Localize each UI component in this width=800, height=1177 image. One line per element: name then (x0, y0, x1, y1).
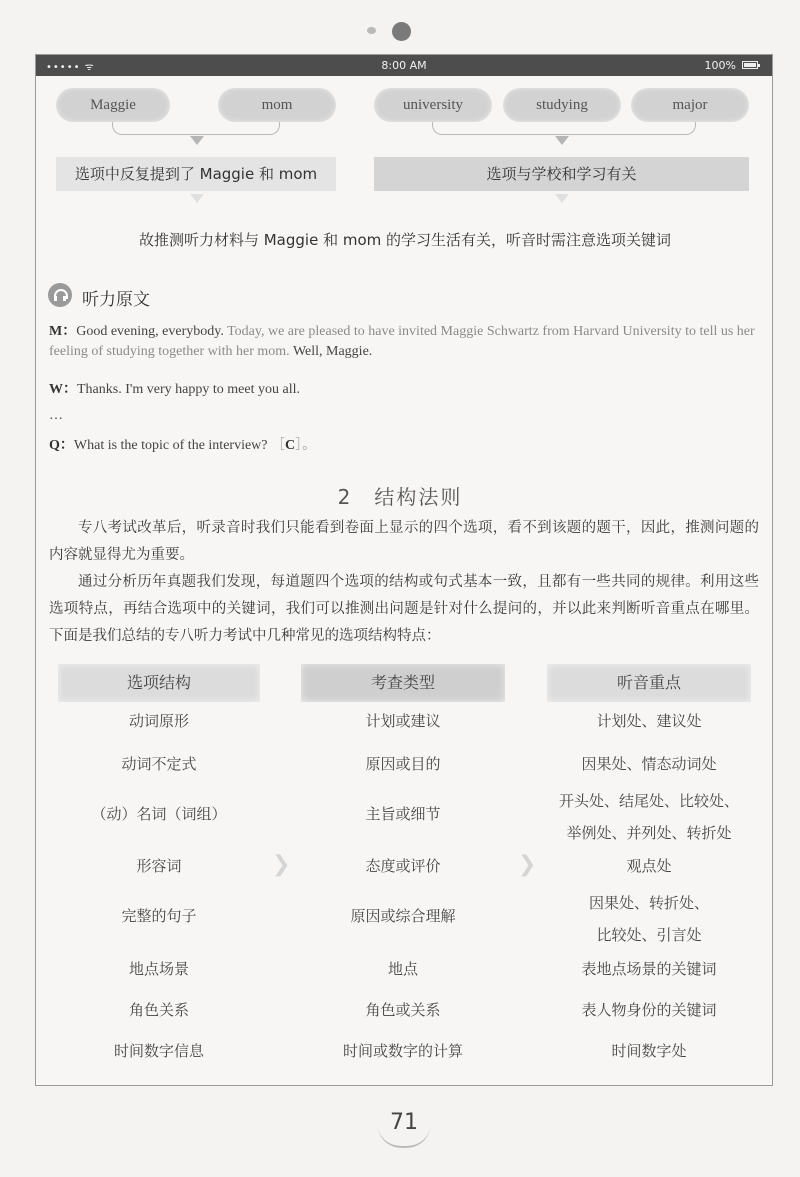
table-cell-type: 原因或综合理解 (350, 907, 456, 925)
dialog-text: Good evening, everybody. (76, 324, 224, 339)
table-cell-focus (547, 887, 751, 951)
chevron-right-icon: ❯ (272, 852, 291, 877)
table-cell-focus (547, 1038, 751, 1064)
focus-line: 表地点场景的关键词 (581, 960, 717, 978)
chevron-right-icon: ❯ (518, 852, 537, 877)
left-summary (56, 157, 336, 191)
table-cell-structure: 地点场景 (128, 960, 189, 978)
signal-wifi-icon: ••••• ᯤ (46, 62, 95, 73)
table-cell-structure: 完整的句子 (121, 907, 197, 925)
table-cell-structure: 动词不定式 (121, 755, 197, 773)
camera-sensor-dot (367, 27, 376, 34)
table-cell-structure: 时间数字信息 (113, 1042, 204, 1060)
table-cell-structure: （动）名词（词组） (91, 805, 227, 823)
focus-line: 因果处、转折处、 (588, 894, 709, 912)
table-cell-focus (547, 708, 751, 734)
rule-title-text: 结构法则 (374, 485, 463, 509)
arrow-down-icon (555, 136, 569, 145)
table-cell-focus (547, 997, 751, 1023)
connector-bracket (432, 122, 696, 135)
table-cell-structure: 角色关系 (128, 1001, 189, 1019)
keyword-pill: university (374, 88, 492, 122)
conclusion-text: 故推测听力材料与 Maggie 和 mom 的学习生活有关，听音时需注意选项关键词 (138, 231, 672, 249)
speaker-w: W： (49, 382, 77, 397)
focus-line: 表人物身份的关键词 (581, 1001, 717, 1019)
table-cell-type: 时间或数字的计算 (342, 1042, 463, 1060)
keyword-pill: major (631, 88, 749, 122)
transcript-heading: 听力原文 (82, 290, 150, 310)
arrow-down-icon (555, 194, 569, 203)
table-cell-focus (547, 751, 751, 777)
dialog-question (49, 436, 759, 456)
dialog-text: Well, Maggie. (292, 344, 373, 359)
headphones-icon (48, 283, 72, 307)
paragraph: 通过分析历年真题我们发现，每道题四个选项的结构或句式基本一致，且都有一些共同的规律。利用这些选项特点，再结合选项中的关键词，我们可以推测出问题是针对什么提问的，并以此来判断听音重点在哪里。下面是我们总结的专八听力考试中几种常见的选项结构特点： (49, 574, 759, 644)
answer-bracket: ［ (271, 438, 285, 453)
focus-line: 因果处、情态动词处 (581, 755, 717, 773)
table-cell-focus (547, 853, 751, 879)
focus-line: 开头处、结尾处、比较处、 (558, 792, 739, 810)
focus-line: 比较处、引言处 (596, 926, 702, 944)
table-cell-type: 角色或关系 (365, 1001, 441, 1019)
arrow-down-icon (190, 136, 204, 145)
table-cell-type: 计划或建议 (365, 712, 441, 730)
arrow-down-icon (190, 194, 204, 203)
table-header-focus: 听音重点 (547, 664, 751, 702)
rule-number: 2 (337, 485, 353, 509)
dialog-text: Thanks. I'm very happy to meet you all. (77, 382, 300, 397)
dialog-text-faded: Today, we are pleased to have invited Maggie Schwartz from Harvard University to tell us her feeling of studying together with her mom. (49, 324, 755, 359)
table-header-structure: 选项结构 (58, 664, 260, 702)
keyword-pill: studying (503, 88, 621, 122)
page-number: 71 (378, 1100, 430, 1148)
speaker-m: M： (49, 324, 77, 339)
dialog-ellipsis: … (49, 408, 63, 423)
speaker-q: Q： (49, 438, 74, 453)
battery-icon (742, 61, 758, 69)
table-cell-type: 主旨或细节 (365, 805, 441, 823)
table-cell-structure: 形容词 (136, 857, 182, 875)
table-cell-type: 原因或目的 (365, 755, 441, 773)
answer-bracket: ］。 (295, 438, 317, 453)
paragraph: 专八考试改革后，听录音时我们只能看到卷面上显示的四个选项，看不到该题的题干，因此，推测问题的内容就显得尤为重要。 (49, 520, 759, 563)
status-time: 8:00 AM (381, 59, 427, 72)
table-header-type: 考查类型 (301, 664, 505, 702)
dialog-line-m (49, 322, 759, 362)
table-cell-type: 态度或评价 (365, 857, 441, 875)
keyword-pill: mom (218, 88, 336, 122)
dialog-line-w (49, 380, 759, 400)
connector-bracket (112, 122, 280, 135)
battery-percent: 100% (704, 59, 736, 72)
table-cell-structure: 动词原形 (128, 712, 189, 730)
question-text: What is the topic of the interview? (73, 438, 268, 453)
table-cell-focus (547, 785, 751, 849)
right-summary-text: 选项与学校和学习有关 (486, 165, 637, 183)
focus-line: 时间数字处 (611, 1042, 687, 1060)
rule-title (0, 481, 800, 510)
focus-line: 观点处 (626, 857, 672, 875)
keyword-pill: Maggie (56, 88, 170, 122)
answer-letter: C (285, 438, 296, 453)
camera-lens (392, 22, 411, 41)
table-cell-focus (547, 956, 751, 982)
status-bar (36, 55, 772, 76)
table-cell-type: 地点 (387, 960, 418, 978)
focus-line: 计划处、建议处 (596, 712, 702, 730)
focus-line: 举例处、并列处、转折处 (566, 824, 732, 842)
left-summary-text: 选项中反复提到了 Maggie 和 mom (74, 165, 318, 183)
right-summary (374, 157, 749, 191)
